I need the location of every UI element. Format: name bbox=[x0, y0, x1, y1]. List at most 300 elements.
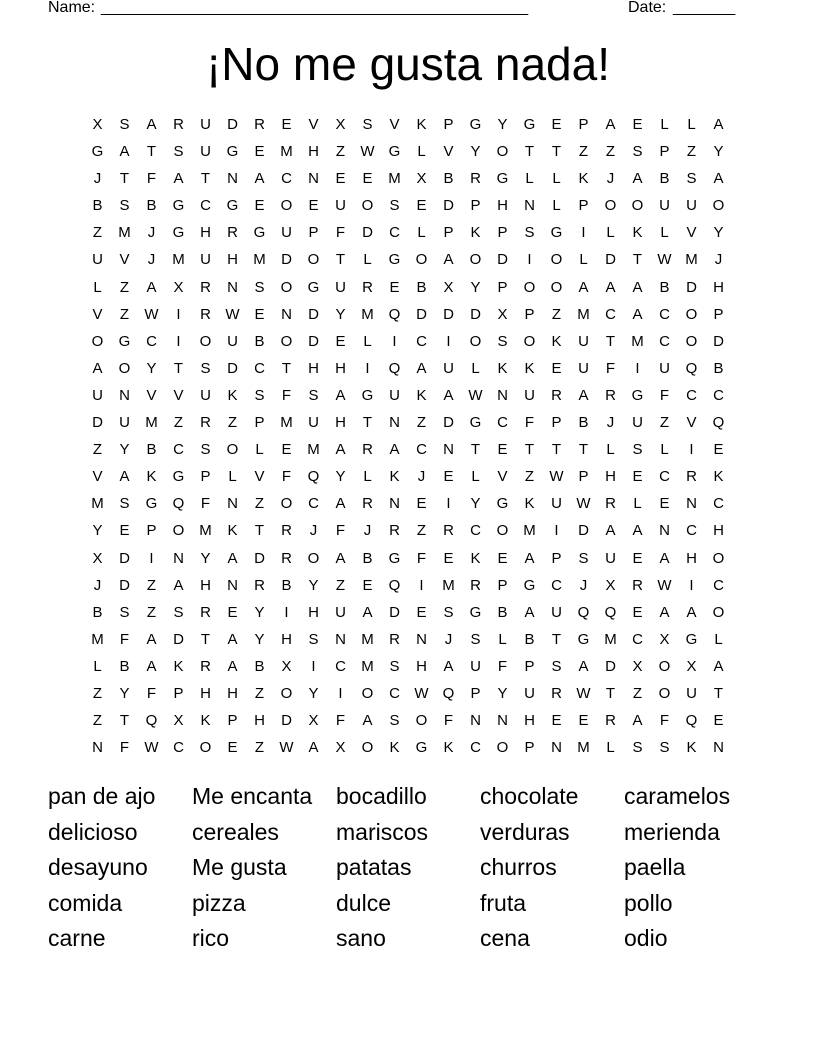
grid-letter: M bbox=[91, 630, 104, 648]
grid-letter: I bbox=[554, 522, 559, 540]
grid-letter: D bbox=[119, 576, 130, 594]
grid-letter: S bbox=[119, 116, 130, 133]
grid-letter: P bbox=[443, 224, 454, 242]
grid-letter: Z bbox=[254, 684, 265, 702]
grid-letter: K bbox=[173, 657, 184, 675]
grid-letter: A bbox=[362, 712, 373, 730]
grid-letter: X bbox=[416, 170, 427, 188]
grid-letter: T bbox=[551, 143, 562, 161]
grid-letter: V bbox=[146, 386, 157, 404]
grid-letter: E bbox=[416, 495, 427, 513]
grid-letter: J bbox=[606, 170, 615, 188]
grid-letter: P bbox=[200, 468, 211, 486]
grid-row bbox=[84, 168, 732, 195]
grid-letter: Y bbox=[308, 684, 319, 702]
grid-letter: G bbox=[388, 251, 401, 269]
grid-letter: E bbox=[551, 712, 562, 730]
grid-letter: X bbox=[281, 657, 292, 675]
grid-letter: U bbox=[551, 603, 562, 621]
grid-letter: A bbox=[524, 603, 535, 621]
grid-letter: X bbox=[659, 630, 670, 648]
grid-letter: H bbox=[713, 522, 724, 540]
grid-letter: S bbox=[497, 332, 508, 350]
grid-letter: O bbox=[685, 305, 698, 323]
grid-letter: L bbox=[417, 224, 426, 242]
grid-letter: L bbox=[579, 251, 588, 269]
grid-letter: U bbox=[524, 684, 535, 702]
word-bank-item: sano bbox=[336, 925, 386, 951]
grid-row bbox=[84, 412, 732, 439]
grid-letter: J bbox=[444, 630, 453, 648]
grid-letter: K bbox=[578, 170, 589, 188]
grid-letter: G bbox=[226, 197, 239, 215]
grid-letter: N bbox=[713, 739, 724, 757]
grid-letter: X bbox=[335, 739, 346, 757]
grid-letter: D bbox=[578, 522, 589, 540]
grid-letter: T bbox=[362, 414, 373, 432]
grid-letter: F bbox=[281, 468, 292, 486]
grid-letter: O bbox=[199, 332, 212, 350]
grid-letter: F bbox=[119, 630, 130, 648]
grid-letter: G bbox=[550, 224, 563, 242]
grid-letter: C bbox=[686, 386, 697, 404]
grid-letter: V bbox=[173, 386, 184, 404]
grid-letter: X bbox=[308, 712, 319, 730]
grid-letter: G bbox=[172, 224, 185, 242]
grid-letter: S bbox=[389, 657, 400, 675]
grid-letter: U bbox=[200, 143, 211, 161]
grid-letter: B bbox=[92, 603, 103, 621]
grid-letter: N bbox=[443, 441, 454, 459]
grid-row bbox=[84, 493, 732, 520]
word-bank-item: verduras bbox=[480, 818, 570, 845]
grid-letter: C bbox=[173, 441, 184, 459]
grid-letter: A bbox=[227, 549, 238, 567]
grid-letter: R bbox=[389, 522, 400, 540]
grid-letter: L bbox=[606, 224, 615, 242]
grid-letter: S bbox=[470, 630, 481, 648]
grid-letter: H bbox=[200, 576, 211, 594]
grid-letter: F bbox=[281, 386, 292, 404]
grid-letter: S bbox=[254, 278, 265, 296]
grid-letter: Q bbox=[685, 712, 698, 730]
grid-letter: U bbox=[659, 197, 670, 215]
grid-letter: E bbox=[362, 170, 373, 188]
grid-letter: M bbox=[361, 305, 374, 323]
grid-letter: B bbox=[92, 197, 103, 215]
grid-letter: L bbox=[228, 468, 237, 486]
grid-letter: T bbox=[119, 170, 130, 188]
grid-letter: H bbox=[497, 197, 508, 215]
grid-letter: V bbox=[254, 468, 265, 486]
grid-letter: B bbox=[254, 332, 265, 350]
grid-letter: I bbox=[392, 332, 397, 350]
grid-row bbox=[84, 249, 732, 276]
grid-letter: N bbox=[281, 305, 292, 323]
grid-letter: B bbox=[497, 603, 508, 621]
grid-letter: G bbox=[496, 495, 509, 513]
grid-row bbox=[84, 602, 732, 629]
grid-letter: R bbox=[686, 468, 697, 486]
grid-letter: L bbox=[363, 251, 372, 269]
grid-letter: C bbox=[497, 414, 508, 432]
grid-letter: X bbox=[686, 657, 697, 675]
name-field-line: ________________________________________________ bbox=[101, 0, 529, 16]
grid-letter: E bbox=[281, 116, 292, 133]
grid-letter: M bbox=[577, 305, 590, 323]
grid-letter: A bbox=[227, 657, 238, 675]
grid-letter: E bbox=[254, 143, 265, 161]
grid-letter: X bbox=[443, 278, 454, 296]
word-bank-item: odio bbox=[624, 925, 668, 951]
grid-letter: U bbox=[632, 414, 643, 432]
grid-letter: I bbox=[311, 657, 316, 675]
word-bank-item: Me encanta bbox=[192, 783, 313, 809]
grid-letter: E bbox=[497, 549, 508, 567]
grid-letter: G bbox=[523, 116, 536, 133]
grid-letter: O bbox=[280, 197, 293, 215]
grid-letter: F bbox=[659, 712, 670, 730]
grid-row bbox=[84, 195, 732, 222]
grid-letter: A bbox=[335, 495, 346, 513]
grid-letter: N bbox=[92, 739, 103, 757]
grid-letter: T bbox=[632, 251, 643, 269]
grid-letter: P bbox=[443, 116, 454, 133]
grid-letter: B bbox=[659, 170, 670, 188]
grid-letter: A bbox=[605, 278, 616, 296]
word-bank-item: pizza bbox=[192, 889, 246, 916]
grid-letter: C bbox=[173, 739, 184, 757]
word-bank-item: carne bbox=[48, 925, 106, 951]
grid-letter: G bbox=[685, 630, 698, 648]
grid-letter: Z bbox=[686, 143, 697, 161]
grid-letter: P bbox=[497, 224, 508, 242]
grid-letter: J bbox=[309, 522, 318, 540]
grid-letter: M bbox=[172, 251, 185, 269]
grid-letter: A bbox=[335, 549, 346, 567]
grid-letter: N bbox=[497, 386, 508, 404]
grid-letter: Z bbox=[173, 414, 184, 432]
grid-letter: Q bbox=[388, 576, 401, 594]
grid-letter: C bbox=[335, 657, 346, 675]
grid-letter: C bbox=[470, 522, 481, 540]
grid-letter: V bbox=[443, 143, 454, 161]
grid-letter: S bbox=[119, 495, 130, 513]
word-search-grid bbox=[84, 114, 732, 764]
grid-letter: V bbox=[119, 251, 130, 269]
grid-letter: L bbox=[606, 441, 615, 459]
grid-letter: T bbox=[173, 359, 184, 377]
grid-letter: A bbox=[443, 251, 454, 269]
grid-letter: P bbox=[254, 414, 265, 432]
grid-letter: K bbox=[632, 224, 643, 242]
grid-letter: C bbox=[632, 630, 643, 648]
word-bank-item: cereales bbox=[192, 818, 279, 845]
grid-letter: T bbox=[551, 630, 562, 648]
grid-letter: P bbox=[713, 305, 724, 323]
grid-letter: M bbox=[577, 739, 590, 757]
grid-letter: A bbox=[578, 657, 589, 675]
grid-letter: D bbox=[254, 549, 265, 567]
grid-letter: M bbox=[361, 657, 374, 675]
grid-letter: A bbox=[173, 576, 184, 594]
grid-letter: H bbox=[254, 712, 265, 730]
grid-letter: R bbox=[281, 549, 292, 567]
grid-letter: I bbox=[176, 332, 181, 350]
grid-letter: U bbox=[686, 684, 697, 702]
grid-letter: X bbox=[335, 116, 346, 133]
grid-letter: O bbox=[361, 684, 374, 702]
grid-letter: M bbox=[199, 522, 212, 540]
grid-letter: D bbox=[605, 251, 616, 269]
grid-letter: F bbox=[416, 549, 427, 567]
grid-letter: N bbox=[389, 414, 400, 432]
grid-letter: Y bbox=[335, 305, 346, 323]
grid-letter: O bbox=[550, 278, 563, 296]
grid-letter: C bbox=[713, 386, 724, 404]
grid-letter: U bbox=[200, 116, 211, 133]
grid-letter: K bbox=[416, 116, 427, 133]
grid-letter: W bbox=[144, 739, 159, 757]
grid-letter: M bbox=[388, 170, 401, 188]
grid-letter: L bbox=[471, 468, 480, 486]
grid-letter: N bbox=[227, 576, 238, 594]
word-bank bbox=[48, 780, 768, 958]
date-field-line: _______ bbox=[673, 0, 736, 16]
word-bank-item: fruta bbox=[480, 889, 527, 916]
grid-letter: T bbox=[578, 441, 589, 459]
grid-row bbox=[84, 141, 732, 168]
grid-letter: D bbox=[389, 603, 400, 621]
grid-letter: L bbox=[417, 143, 426, 161]
grid-row bbox=[84, 358, 732, 385]
grid-letter: P bbox=[470, 684, 481, 702]
grid-letter: T bbox=[551, 441, 562, 459]
grid-letter: S bbox=[443, 603, 454, 621]
grid-letter: H bbox=[281, 630, 292, 648]
grid-letter: K bbox=[470, 549, 481, 567]
grid-letter: W bbox=[657, 251, 672, 269]
grid-letter: L bbox=[525, 170, 534, 188]
grid-letter: A bbox=[254, 170, 265, 188]
grid-letter: B bbox=[146, 441, 157, 459]
grid-letter: T bbox=[200, 630, 211, 648]
grid-letter: I bbox=[527, 251, 532, 269]
grid-letter: A bbox=[416, 359, 427, 377]
grid-letter: X bbox=[173, 712, 184, 730]
grid-letter: P bbox=[524, 657, 535, 675]
word-bank-item: pan de ajo bbox=[48, 783, 156, 809]
grid-letter: D bbox=[443, 305, 454, 323]
grid-letter: A bbox=[146, 278, 157, 296]
grid-letter: W bbox=[576, 495, 591, 513]
grid-letter: D bbox=[605, 657, 616, 675]
grid-letter: L bbox=[552, 197, 561, 215]
grid-letter: A bbox=[578, 386, 589, 404]
name-label: Name: bbox=[48, 0, 96, 16]
grid-letter: O bbox=[307, 549, 320, 567]
grid-letter: C bbox=[146, 332, 157, 350]
grid-row bbox=[84, 710, 732, 737]
grid-letter: A bbox=[632, 170, 643, 188]
grid-letter: C bbox=[308, 495, 319, 513]
grid-letter: L bbox=[606, 739, 615, 757]
grid-letter: P bbox=[578, 468, 589, 486]
grid-letter: K bbox=[227, 522, 238, 540]
grid-letter: V bbox=[389, 116, 400, 133]
grid-letter: U bbox=[578, 359, 589, 377]
grid-letter: A bbox=[443, 386, 454, 404]
grid-letter: F bbox=[200, 495, 211, 513]
grid-letter: G bbox=[307, 278, 320, 296]
grid-letter: R bbox=[632, 576, 643, 594]
word-bank-item: merienda bbox=[624, 818, 720, 845]
grid-letter: X bbox=[173, 278, 184, 296]
grid-letter: Y bbox=[713, 143, 724, 161]
word-bank-item: churros bbox=[480, 854, 557, 880]
grid-letter: L bbox=[498, 630, 507, 648]
grid-letter: E bbox=[254, 197, 265, 215]
grid-letter: B bbox=[524, 630, 535, 648]
grid-letter: G bbox=[469, 116, 482, 133]
grid-letter: Q bbox=[307, 468, 320, 486]
grid-letter: U bbox=[227, 332, 238, 350]
grid-letter: L bbox=[660, 441, 669, 459]
grid-letter: Z bbox=[92, 712, 103, 730]
grid-letter: C bbox=[551, 576, 562, 594]
grid-letter: G bbox=[361, 386, 374, 404]
grid-letter: P bbox=[551, 414, 562, 432]
grid-letter: Q bbox=[442, 684, 455, 702]
grid-letter: N bbox=[524, 197, 535, 215]
grid-letter: Z bbox=[416, 414, 427, 432]
grid-letter: J bbox=[147, 251, 156, 269]
grid-letter: Y bbox=[146, 359, 157, 377]
grid-letter: H bbox=[200, 224, 211, 242]
grid-letter: O bbox=[550, 251, 563, 269]
grid-letter: G bbox=[91, 143, 104, 161]
grid-letter: O bbox=[469, 251, 482, 269]
grid-letter: Y bbox=[713, 224, 724, 242]
grid-letter: H bbox=[686, 549, 697, 567]
grid-letter: E bbox=[335, 332, 346, 350]
grid-letter: N bbox=[308, 170, 319, 188]
grid-letter: N bbox=[416, 630, 427, 648]
grid-row bbox=[84, 222, 732, 249]
grid-letter: E bbox=[119, 522, 130, 540]
word-bank-item: chocolate bbox=[480, 783, 579, 809]
grid-letter: A bbox=[173, 170, 184, 188]
grid-letter: Z bbox=[146, 576, 157, 594]
grid-letter: K bbox=[713, 468, 724, 486]
grid-letter: I bbox=[365, 359, 370, 377]
grid-row bbox=[84, 520, 732, 547]
grid-letter: T bbox=[281, 359, 292, 377]
grid-letter: O bbox=[712, 603, 725, 621]
grid-letter: Y bbox=[470, 278, 481, 296]
grid-letter: O bbox=[280, 684, 293, 702]
grid-letter: D bbox=[713, 332, 724, 350]
grid-letter: H bbox=[335, 359, 346, 377]
word-bank-item: cena bbox=[480, 925, 530, 951]
grid-letter: F bbox=[335, 224, 346, 242]
grid-letter: M bbox=[307, 441, 320, 459]
grid-letter: E bbox=[443, 549, 454, 567]
grid-letter: Z bbox=[551, 305, 562, 323]
grid-letter: G bbox=[253, 224, 266, 242]
grid-letter: K bbox=[497, 359, 508, 377]
grid-letter: F bbox=[497, 657, 508, 675]
grid-letter: Z bbox=[605, 143, 616, 161]
grid-letter: M bbox=[280, 414, 293, 432]
grid-letter: S bbox=[686, 170, 697, 188]
grid-letter: U bbox=[578, 332, 589, 350]
grid-letter: Z bbox=[335, 143, 346, 161]
grid-letter: U bbox=[659, 359, 670, 377]
grid-letter: E bbox=[227, 603, 238, 621]
grid-letter: Q bbox=[712, 414, 725, 432]
grid-letter: P bbox=[227, 712, 238, 730]
grid-letter: N bbox=[497, 712, 508, 730]
word-bank-item: patatas bbox=[336, 854, 412, 880]
grid-letter: C bbox=[416, 441, 427, 459]
grid-letter: T bbox=[146, 143, 157, 161]
grid-row bbox=[84, 385, 732, 412]
word-bank-item: pollo bbox=[624, 889, 673, 916]
grid-letter: A bbox=[146, 657, 157, 675]
grid-letter: E bbox=[713, 712, 724, 730]
grid-letter: K bbox=[443, 739, 454, 757]
grid-letter: H bbox=[308, 359, 319, 377]
grid-letter: A bbox=[632, 522, 643, 540]
grid-letter: Q bbox=[685, 359, 698, 377]
grid-letter: A bbox=[713, 116, 724, 133]
grid-letter: R bbox=[551, 684, 562, 702]
grid-letter: W bbox=[576, 684, 591, 702]
grid-letter: D bbox=[470, 305, 481, 323]
grid-letter: M bbox=[685, 251, 698, 269]
grid-letter: S bbox=[551, 657, 562, 675]
grid-letter: Z bbox=[659, 414, 670, 432]
grid-letter: A bbox=[632, 278, 643, 296]
grid-letter: V bbox=[497, 468, 508, 486]
grid-letter: R bbox=[362, 495, 373, 513]
grid-row bbox=[84, 656, 732, 683]
grid-letter: N bbox=[389, 495, 400, 513]
grid-letter: I bbox=[446, 332, 451, 350]
grid-letter: N bbox=[227, 170, 238, 188]
grid-letter: I bbox=[338, 684, 343, 702]
grid-letter: Q bbox=[577, 603, 590, 621]
grid-letter: H bbox=[308, 603, 319, 621]
grid-letter: A bbox=[146, 116, 157, 133]
grid-letter: D bbox=[497, 251, 508, 269]
grid-letter: A bbox=[227, 630, 238, 648]
word-bank-item: comida bbox=[48, 889, 123, 916]
grid-letter: E bbox=[281, 441, 292, 459]
grid-letter: C bbox=[659, 305, 670, 323]
grid-letter: U bbox=[470, 657, 481, 675]
grid-letter: L bbox=[363, 332, 372, 350]
grid-letter: N bbox=[686, 495, 697, 513]
grid-letter: R bbox=[605, 712, 616, 730]
grid-letter: A bbox=[362, 603, 373, 621]
grid-letter: A bbox=[443, 657, 454, 675]
grid-letter: F bbox=[146, 684, 157, 702]
grid-letter: O bbox=[496, 143, 509, 161]
grid-letter: F bbox=[605, 359, 616, 377]
grid-letter: R bbox=[605, 386, 616, 404]
